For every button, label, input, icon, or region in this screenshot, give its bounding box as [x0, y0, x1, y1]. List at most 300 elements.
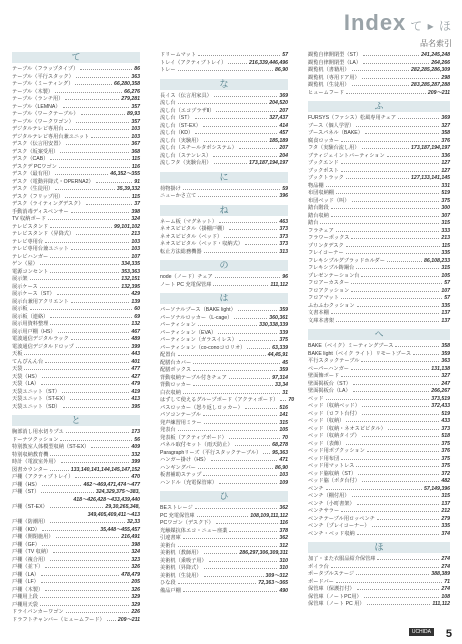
entry-name: 加了・また衣服品紹介保管庫	[308, 556, 376, 562]
leader-dots	[346, 418, 439, 422]
entry-page: 173	[131, 429, 140, 435]
leader-dots	[45, 564, 129, 568]
entry-page: 86,90	[275, 464, 288, 471]
entry-page: 205	[131, 579, 140, 585]
index-entry	[308, 288, 450, 296]
index-entry	[308, 280, 450, 288]
entry-name: 配置台	[160, 352, 176, 358]
entry-name: 背動ロッカー	[160, 382, 192, 388]
entry-page: 137	[441, 317, 450, 324]
entry-name: ベッド用ボブクッション	[308, 448, 365, 454]
entry-page: 482	[441, 478, 450, 484]
entry-page: 283,285,287,288	[411, 82, 450, 88]
entry-page: 409	[131, 444, 140, 450]
index-entry	[160, 226, 288, 234]
entry-page: 324	[131, 549, 140, 555]
index-entry	[308, 441, 450, 449]
entry-name: ブックトラック	[308, 175, 344, 181]
entry-name: ブックエンド	[308, 160, 339, 166]
index-entry	[12, 231, 140, 239]
index-entry	[160, 219, 288, 227]
index-entry	[308, 516, 450, 524]
leader-dots	[215, 274, 280, 278]
entry-name: 戸棚（GF）	[12, 541, 40, 548]
entry-page: 213	[441, 235, 450, 241]
entry-page: 35,448〜455,457	[100, 526, 140, 533]
entry-page: 57	[444, 280, 450, 286]
leader-dots	[66, 141, 130, 145]
leader-dots	[336, 190, 439, 194]
entry-page: 274	[441, 563, 450, 570]
entry-name: 流しフタ（実験台用）	[160, 160, 212, 166]
entry-name: 戸棚（LA）	[12, 571, 40, 578]
entry-page: 86,108,233	[424, 257, 450, 264]
entry-page: 369	[279, 92, 288, 99]
entry-name: パーティション（co-conoコロリオ）	[160, 344, 246, 351]
entry-page: 358	[441, 130, 450, 136]
entry-name: 戸棚用上段	[12, 594, 38, 600]
leader-dots	[367, 601, 431, 605]
leader-dots	[76, 119, 130, 123]
leader-dots	[341, 456, 439, 460]
entry-page: 373	[441, 425, 450, 432]
entry-name: デスク（CAB）	[12, 156, 49, 162]
entry-page: 37	[134, 201, 140, 207]
leader-dots	[229, 528, 277, 532]
entry-page: 207	[279, 107, 288, 114]
leader-dots	[341, 508, 439, 512]
entry-name: ベンチテーブル用ロッペンチ	[308, 515, 375, 522]
leader-dots	[346, 175, 409, 179]
entry-page: 367	[131, 141, 140, 147]
entry-name: 白衣収納	[160, 389, 181, 396]
index-entry	[160, 375, 288, 383]
leader-dots	[388, 426, 440, 430]
index-entry	[12, 549, 140, 557]
index-entry	[308, 493, 450, 501]
leader-dots	[358, 471, 439, 475]
entry-name: ネオスピビタル（ベッド）	[160, 233, 223, 240]
entry-page: 359	[279, 367, 288, 373]
leader-dots	[413, 351, 439, 355]
entry-page: 359	[279, 307, 288, 313]
entry-page: 185,189	[269, 137, 288, 144]
entry-page: 57,149,396	[424, 485, 450, 492]
entry-name: 時計（電波室外用）	[12, 459, 59, 465]
index-entry	[308, 318, 450, 326]
leader-dots	[40, 594, 129, 598]
leader-dots	[183, 535, 278, 539]
leader-dots	[80, 66, 132, 70]
leader-dots	[326, 396, 430, 400]
index-entry	[12, 579, 140, 587]
index-entry	[160, 412, 288, 420]
index-entry	[12, 587, 140, 595]
entry-page: 115	[131, 156, 140, 162]
leader-dots	[63, 404, 130, 408]
entry-page: 60	[134, 306, 140, 312]
entry-name: ベンチ	[308, 485, 324, 492]
entry-name: 胸部消し用水切りプユ	[12, 429, 64, 435]
entry-name: 戸棚（アクティブトレイ）	[12, 474, 74, 480]
leader-dots	[364, 594, 440, 598]
entry-name: ハンギングバー	[160, 464, 196, 471]
leader-dots	[63, 104, 130, 108]
entry-page: 443	[131, 351, 140, 357]
entry-name: 踏台	[308, 220, 319, 226]
index-entry	[12, 269, 140, 277]
entry-name: 発表板（アクティブボード）	[160, 434, 227, 441]
entry-name: デスク（ライティングデスク）	[12, 201, 84, 207]
entry-page: 226	[131, 609, 140, 615]
index-entry	[12, 396, 140, 404]
leader-dots	[195, 115, 268, 119]
entry-page: 103	[131, 133, 140, 140]
index-entry	[308, 250, 450, 258]
leader-dots	[214, 93, 278, 97]
index-entry	[160, 93, 288, 101]
index-entry	[12, 329, 140, 337]
entry-name: デスク（生徒用）	[12, 186, 54, 192]
leader-dots	[75, 474, 129, 478]
section-heading: な	[160, 79, 288, 90]
leader-dots	[356, 265, 439, 269]
leader-dots	[239, 145, 277, 149]
leader-dots	[195, 505, 278, 509]
entry-page: 315	[441, 493, 450, 499]
index-entry	[308, 486, 450, 494]
leader-dots	[353, 381, 439, 385]
entry-page: 91	[134, 178, 140, 185]
entry-page: 309〜312	[265, 572, 288, 579]
index-entry	[160, 352, 288, 360]
index-entry	[160, 241, 288, 249]
entry-page: 519	[441, 410, 450, 417]
leader-dots	[326, 486, 422, 490]
entry-page: 96	[282, 274, 288, 280]
leader-dots	[377, 556, 439, 560]
entry-page: 329	[131, 594, 140, 600]
leader-dots	[195, 130, 277, 134]
index-entry	[12, 437, 140, 445]
entry-page: 105	[279, 427, 288, 433]
entry-name: ハンドル（充電保管庫）	[160, 479, 218, 486]
index-entry	[160, 345, 288, 353]
entry-page: 137	[441, 500, 450, 507]
entry-name: 流し台（ST）	[160, 115, 193, 121]
leader-dots	[362, 433, 440, 437]
entry-name: ブース（個人学習）	[308, 122, 355, 129]
entry-page: 414	[279, 122, 288, 129]
leader-dots	[352, 82, 410, 86]
leader-dots	[331, 310, 440, 314]
entry-name: 踏台収納	[308, 212, 329, 219]
index-entry	[160, 160, 288, 168]
entry-name: トレイ（アクティブトレイ）	[160, 59, 227, 66]
entry-name: 展示ケース（ST）	[12, 291, 55, 297]
entry-page: 173,187,194,197	[249, 160, 288, 166]
entry-name: デスク（電動昇降式・OPERNA2）	[12, 178, 94, 185]
index-entry	[308, 235, 450, 243]
entry-name: FURSYS（ファシス）松風専用チェア	[308, 115, 397, 121]
entry-page: 471	[279, 457, 288, 463]
leader-dots	[183, 390, 280, 394]
entry-name: node（ノード）チェア	[160, 274, 213, 280]
index-entry	[12, 111, 140, 119]
leader-dots	[216, 520, 278, 524]
index-entry	[12, 164, 140, 172]
entry-page: 66,276	[124, 88, 140, 95]
entry-page: 105	[441, 272, 450, 279]
index-entry	[12, 336, 140, 344]
leader-dots	[50, 557, 129, 561]
entry-name: ベッド（表飾）	[308, 440, 345, 447]
leader-dots	[280, 397, 286, 401]
leader-dots	[55, 186, 115, 190]
index-entry	[308, 75, 450, 83]
leader-dots	[41, 489, 93, 493]
leader-dots	[331, 205, 440, 209]
entry-name: 天袋（LA）	[12, 381, 40, 387]
entry-page: 327	[441, 122, 450, 129]
leader-dots	[204, 138, 268, 142]
entry-name: 展示板	[12, 306, 28, 312]
entry-page: 209〜211	[117, 616, 140, 623]
leader-dots	[58, 329, 130, 333]
leader-dots	[81, 111, 126, 115]
index-entry	[160, 330, 288, 338]
leader-dots	[362, 145, 410, 149]
entry-name: 戸棚（TV 収納）	[12, 549, 52, 555]
leader-dots	[198, 465, 273, 469]
index-entry	[308, 403, 450, 411]
leader-dots	[71, 246, 130, 250]
entry-page: 324	[131, 216, 140, 222]
index-entry	[12, 609, 140, 617]
entry-page: 399	[131, 459, 140, 465]
leader-dots	[96, 179, 133, 183]
entry-name: 特別収納教育機	[12, 451, 49, 458]
index-entry	[12, 186, 140, 194]
entry-page: 173,187,194,197	[411, 145, 450, 151]
leader-dots	[219, 219, 277, 223]
index-entry	[160, 382, 288, 390]
leader-dots	[76, 231, 129, 235]
entry-page: 363	[131, 73, 140, 80]
entry-name: ベンチ（棚付用）	[308, 493, 350, 499]
leader-dots	[24, 366, 129, 370]
section-heading: ふ	[308, 101, 450, 112]
index-entry	[160, 360, 288, 368]
entry-page: 46,352〜355	[110, 171, 140, 177]
entry-page: 312	[279, 542, 288, 549]
entry-page: 89,93	[127, 111, 140, 117]
index-entry	[160, 123, 288, 131]
entry-name: ブティジェイントバーティション	[308, 152, 385, 159]
index-entry	[308, 183, 450, 191]
index-entry	[12, 276, 140, 284]
leader-dots	[178, 352, 266, 356]
index-entry	[12, 542, 140, 550]
leader-dots	[50, 504, 104, 508]
entry-page: 137	[441, 310, 450, 316]
entry-name: ベッド（収納ベッド）	[308, 403, 360, 409]
entry-page: 376	[441, 137, 450, 144]
leader-dots	[363, 52, 419, 56]
leader-dots	[61, 459, 130, 463]
leader-dots	[336, 228, 440, 232]
index-entry	[160, 420, 288, 428]
entry-page: 70	[282, 434, 288, 441]
entry-name: ドライバンカーワゴン	[12, 609, 64, 615]
leader-dots	[178, 543, 278, 547]
leader-dots	[204, 565, 278, 569]
entry-name: 流し台（エコプラザⅡ）	[160, 107, 215, 114]
entry-name: パソコンテーブル	[160, 412, 201, 418]
entry-page: 99,101,102	[114, 223, 140, 230]
leader-dots	[178, 427, 278, 431]
entry-page: 332	[131, 451, 140, 458]
entry-name: ブースパネル（BAKE）	[308, 130, 363, 136]
entry-page: 266,267	[431, 388, 450, 394]
index-entry	[160, 450, 288, 458]
index-entry	[12, 74, 140, 82]
section-heading: て	[12, 52, 140, 63]
index-entry	[160, 435, 288, 443]
index-entry	[160, 315, 288, 323]
entry-page: 519	[441, 190, 450, 196]
index-entry	[160, 322, 288, 330]
index-entry	[308, 145, 450, 153]
index-entry	[160, 520, 288, 528]
leader-dots	[178, 67, 273, 71]
index-entry	[308, 586, 450, 594]
index-entry	[12, 96, 140, 104]
entry-name: ベンチ（プレイコーナー）	[308, 523, 370, 529]
index-entry	[160, 145, 288, 153]
entry-name: ベッド（ロフト台付）	[308, 410, 360, 417]
leader-dots	[363, 60, 429, 64]
entry-page: 363	[441, 358, 450, 364]
index-entry	[308, 343, 450, 351]
entry-name: TV 収納ボード	[12, 216, 47, 222]
entry-name: フレイコーナー	[308, 250, 344, 256]
entry-name: ベンチ・ベッド収納	[308, 530, 355, 537]
entry-page: 274	[441, 556, 450, 562]
index-entry	[12, 564, 140, 572]
index-entry	[308, 130, 450, 138]
leader-dots	[224, 234, 277, 238]
entry-page: 213	[131, 231, 140, 237]
index-entry	[308, 243, 450, 251]
entry-name: てんぴんん台	[12, 358, 44, 365]
entry-page: 279,281	[121, 96, 140, 102]
index-entry	[12, 261, 140, 269]
entry-page: 462〜469,471,474〜477	[83, 481, 140, 488]
index-entry	[308, 594, 450, 602]
index-entry	[12, 594, 140, 602]
leader-dots	[346, 441, 439, 445]
leader-dots	[341, 295, 442, 299]
leader-dots	[239, 337, 277, 341]
index-entry	[308, 90, 450, 98]
leader-dots	[45, 239, 129, 243]
entry-name: プリンタデスク	[308, 242, 344, 249]
index-entry	[308, 303, 450, 311]
leader-dots	[351, 288, 439, 292]
leader-dots	[395, 343, 439, 347]
index-entry	[160, 337, 288, 345]
entry-name: テーブル（LEMNA）	[12, 103, 61, 110]
entry-name: ゲン（屋）	[12, 261, 38, 267]
index-entry	[308, 153, 450, 161]
entry-name: パネル取付セット（雨天防止）	[160, 442, 233, 448]
entry-name: パーソナルロッカー（L-cage）	[160, 314, 233, 321]
entry-name: 天板	[12, 351, 23, 357]
entry-name: 流し台	[160, 100, 176, 106]
entry-page: 127,133,141,145	[411, 175, 450, 181]
index-entry	[160, 580, 288, 588]
entry-name: 展示用戸棚（HS）	[12, 328, 56, 335]
leader-dots	[331, 564, 440, 568]
index-entry	[308, 138, 450, 146]
entry-page: 335	[441, 523, 450, 529]
section-heading: ほ	[308, 542, 450, 553]
entry-name: ベッド脇収納（ST）	[308, 470, 357, 477]
leader-dots	[50, 156, 129, 160]
index-entry	[12, 381, 140, 389]
entry-page: 286,297,306,309,311	[239, 550, 288, 556]
index-entry	[12, 504, 140, 512]
entry-page: 212	[441, 508, 450, 514]
index-entry	[12, 489, 140, 497]
leader-dots	[341, 168, 440, 172]
index-entry	[12, 467, 140, 475]
leader-dots	[50, 452, 129, 456]
index-entry	[12, 497, 140, 505]
entry-page: 103	[279, 472, 288, 478]
entry-name: ニューかさ立て	[160, 193, 197, 199]
entry-name: 発表台	[160, 427, 176, 433]
entry-page: 378	[279, 527, 288, 534]
entry-name: フロアーカスター	[308, 280, 350, 286]
entry-name: テーブル（平行スタック）	[12, 73, 74, 80]
entry-name: 展示ケース	[12, 283, 38, 290]
leader-dots	[216, 108, 277, 112]
leader-dots	[197, 513, 249, 517]
index-entry	[12, 602, 140, 610]
leader-dots	[245, 241, 277, 245]
entry-page: 68,278	[272, 442, 288, 448]
leader-dots	[41, 381, 129, 385]
index-title	[344, 10, 452, 36]
entry-page: 216,491	[121, 534, 140, 540]
entry-page: 362	[279, 535, 288, 541]
leader-dots	[50, 467, 69, 471]
entry-name: フレキシブル鋳鋼台	[308, 265, 355, 271]
entry-page: 307	[441, 212, 450, 219]
entry-page: 127	[441, 160, 450, 166]
entry-page: 429	[131, 291, 140, 297]
index-entry	[12, 104, 140, 112]
leader-dots	[219, 480, 277, 484]
entry-page: 131,138	[431, 365, 450, 372]
leader-dots	[55, 89, 122, 93]
entry-name: 戸棚（KD）	[12, 526, 40, 533]
index-entry	[308, 220, 450, 228]
index-entry	[308, 373, 450, 381]
entry-name: 転止方法総務機器	[160, 248, 202, 255]
